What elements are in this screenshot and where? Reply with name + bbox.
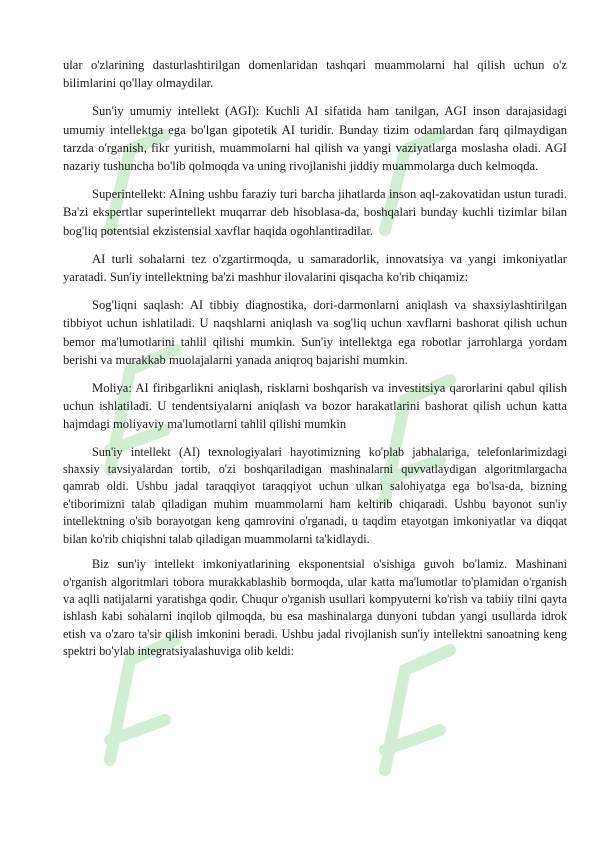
paragraph-ai-technologies: Sun'iy intellekt (AI) texnologiyalari hayotimizning ko'plab jabhalariga, telefonlarimizdagi shaxsiy tavsiyalardan tortib, o'zi boshqariladigan mashinalarni quvvatlaydigan algoritmlargacha qamrab oldi. Ushbu jadal taraqqiyot taraqqiyot uchun ulkan salohiyatga ega bo'lsa-da, bizning e'tiborimizni talab qiladigan muhim muammolarni ham keltirib chiqaradi. Ushbu bayonot sun'iy intellektning o'sib borayotgan keng qamrovini o'rganadi, u taqdim etayotgan imkoniyatlar va diqqat bilan ko'rib chiqishni talab qiladigan muammolarni ta'kidlaydi. — [63, 444, 567, 546]
paragraph-exponential-growth: Biz sun'iy intellekt imkoniyatlarining eksponentsial o'sishiga guvoh bo'lamiz. Mashinani o'rganish algoritmlari tobora murakkablashib bormoqda, ular katta ma'lumotlar to'plamidan o'rganish va aqlli natijalarni yaratishga qodir. Chuqur o'rganish usullari kompyuterni ko'rish va tabiiy tilni qayta ishlash kabi sohalarni inqilob qilmoqda, bu esa mashinalarga dunyoni tubdan yangi usullarda idrok etish va o'zaro ta'sir qilish imkonini beradi. Ushbu jadal rivojlanish sun'iy intellektni sanoatning keng spektri bo'ylab integratsiyalashuviga olib keldi: — [63, 557, 567, 659]
document-body — [63, 56, 567, 669]
paragraph-1: ular o'zlarining dasturlashtirilgan domenlaridan tashqari muammolarni hal qilish uchun o'z bilimlarini qo'llay olmaydilar. — [63, 58, 567, 91]
paragraph-healthcare: Sog'liqni saqlash: AI tibbiy diagnostika, dori-darmonlarni aniqlash va shaxsiylashtirilgan tibbiyot uchun ishlatiladi. U naqshlarni aniqlash va sog'liq uchun xavflarni bashorat qilish uchun bemor ma'lumotlarini tahlil qilishi mumkin. Sun'iy intellektga ega robotlar jarrohlarga yordam berishi va murakkab muolajalarni yanada aniqroq bajarishi mumkin. — [63, 298, 567, 367]
paragraph-agi: Sun'iy umumiy intellekt (AGI): Kuchli AI sifatida ham tanilgan, AGI inson darajasidagi umumiy intellektga ega bo'lgan gipotetik AI turidir. Bunday tizim odamlardan farq qilmaydigan tarzda o'rganish, fikr yuritish, muammolarni hal qilish va yangi vaziyatlarga moslasha oladi. AGI nazariy tushuncha bo'lib qolmoqda va uning rivojlanishi jiddiy muammolarga duch kelmoqda. — [63, 104, 567, 174]
paragraph-superintellekt: Superintellekt: AIning ushbu faraziy turi barcha jihatlarda inson aql-zakovatidan ustun turadi. Ba'zi ekspertlar superintellekt muqarrar deb hisoblasa-da, boshqalari bunday kuchli tizimlar bilan bog'liq potentsial ekzistensial xavflar haqida ogohlantiradilar. — [63, 187, 567, 238]
paragraph-finance: Moliya: AI firibgarlikni aniqlash, risklarni boshqarish va investitsiya qarorlarini qabul qilish uchun ishlatiladi. U tendentsiyalarni aniqlash va bozor harakatlarini bashorat qilish uchun katta hajmdagi moliyaviy ma'lumotlarni tahlil qilishi mumkin — [63, 381, 567, 432]
paragraph-ai-applications: AI turli sohalarni tez o'zgartirmoqda, u samaradorlik, innovatsiya va yangi imkoniyatlar yaratadi. Sun'iy intellektning ba'zi mashhur ilovalarini qisqacha ko'rib chiqamiz: — [63, 251, 567, 285]
